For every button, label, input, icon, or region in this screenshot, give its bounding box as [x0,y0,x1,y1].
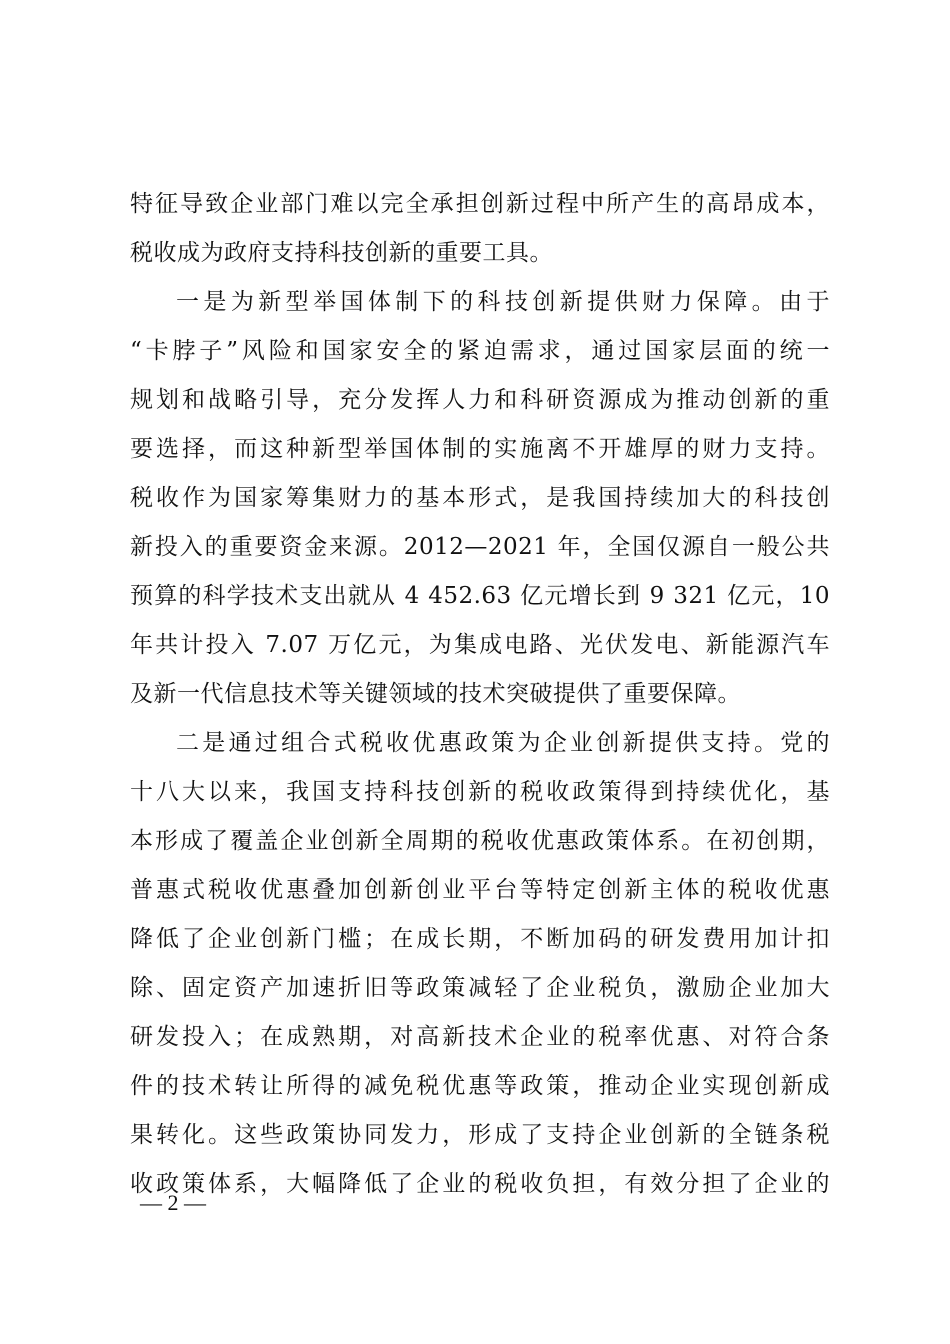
text-line: 研发投入；在成熟期，对高新技术企业的税率优惠、对符合条 [130,1024,830,1050]
text-line: 税收作为国家筹集财力的基本形式，是我国持续加大的科技创 [130,485,830,511]
text-line: 税收成为政府支持科技创新的重要工具。 [130,240,553,266]
text-line: 收政策体系，大幅降低了企业的税收负担，有效分担了企业的 [130,1171,830,1197]
body-text [130,180,830,1209]
text-line: 要选择，而这种新型举国体制的实施离不开雄厚的财力支持。 [130,436,830,462]
text-line: 降低了企业创新门槛；在成长期，不断加码的研发费用加计扣 [130,926,830,952]
text-line: 件的技术转让所得的减免税优惠等政策，推动企业实现创新成 [130,1073,830,1099]
text-line: 新投入的重要资金来源。2012—2021 年，全国仅源自一般公共 [130,534,830,560]
text-line: “卡脖子”风险和国家安全的紧迫需求，通过国家层面的统一 [130,338,830,364]
text-line: 年共计投入 7.07 万亿元，为集成电路、光伏发电、新能源汽车 [130,632,830,658]
text-line: 本形成了覆盖企业创新全周期的税收优惠政策体系。在初创期， [130,828,830,854]
text-line: 十八大以来，我国支持科技创新的税收政策得到持续优化，基 [130,779,830,805]
text-line: 除、固定资产加速折旧等政策减轻了企业税负，激励企业加大 [130,975,830,1001]
text-line: 规划和战略引导，充分发挥人力和科研资源成为推动创新的重 [130,387,830,413]
text-line: 普惠式税收优惠叠加创新创业平台等特定创新主体的税收优惠 [130,877,830,903]
page-number: — 2 — [140,1190,206,1215]
text-line: 及新一代信息技术等关键领域的技术突破提供了重要保障。 [130,681,741,707]
text-line: 果转化。这些政策协同发力，形成了支持企业创新的全链条税 [130,1122,830,1148]
text-line: 特征导致企业部门难以完全承担创新过程中所产生的高昂成本， [130,191,830,217]
text-line: 二是通过组合式税收优惠政策为企业创新提供支持。党的 [176,730,830,756]
text-line: 一是为新型举国体制下的科技创新提供财力保障。由于 [176,289,830,315]
text-line: 预算的科学技术支出就从 4 452.63 亿元增长到 9 321 亿元，10 [130,583,830,609]
